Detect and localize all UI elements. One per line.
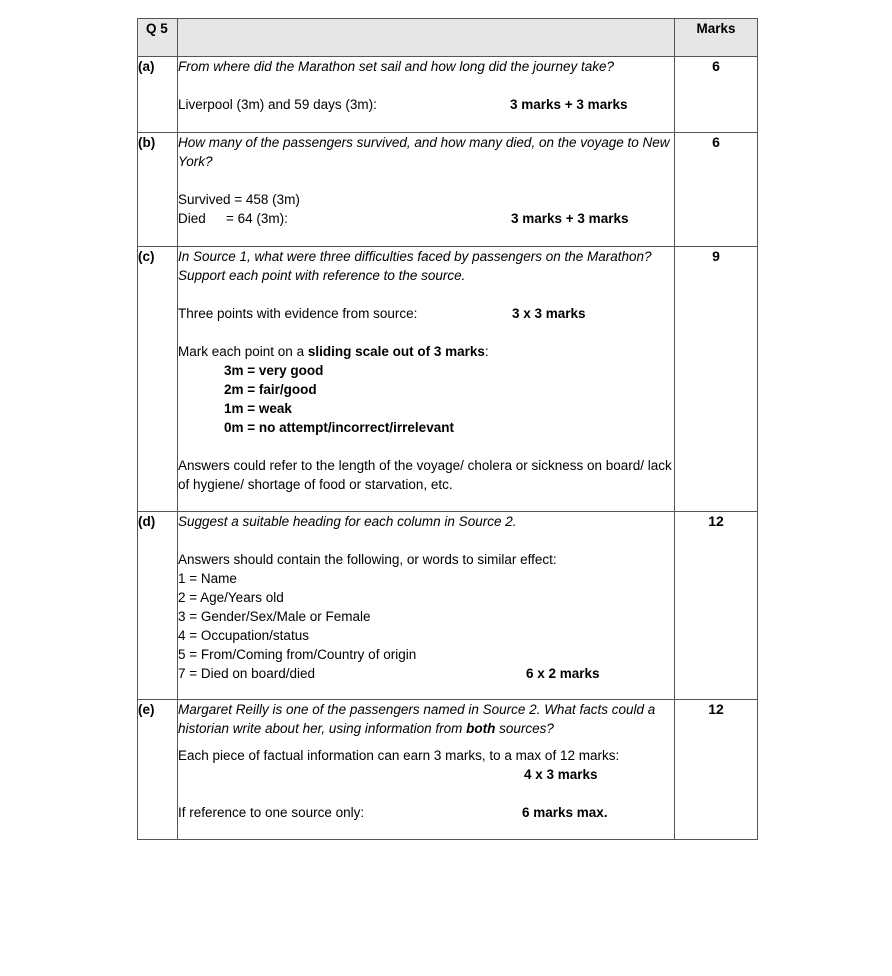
row-label: (b) <box>138 133 178 247</box>
points-text: Three points with evidence from source: <box>178 306 418 321</box>
mark-allocation: 3 x 3 marks <box>512 306 586 321</box>
scale-prefix: Mark each point on a <box>178 344 308 359</box>
heading-item: 4 = Occupation/status <box>178 628 309 643</box>
one-source-allocation: 6 marks max. <box>522 805 608 820</box>
died-value: = 64 (3m): <box>226 211 288 226</box>
scale-intro <box>178 342 674 361</box>
info-text: Each piece of factual information can earn 3 marks, to a max of 12 marks: <box>178 748 620 763</box>
row-body <box>178 512 675 700</box>
blank-header <box>178 19 675 57</box>
question-text <box>178 700 674 738</box>
scale-item: 1m = weak <box>224 401 292 416</box>
header-row <box>138 19 758 57</box>
survived-line: Survived = 458 (3m) <box>178 192 300 207</box>
heading-item: 1 = Name <box>178 571 237 586</box>
marks-value: 12 <box>675 700 758 840</box>
row-label: (d) <box>138 512 178 700</box>
heading-item-last <box>178 664 674 683</box>
marks-header: Marks <box>675 19 758 57</box>
question-bold: both <box>466 721 496 736</box>
scale-item: 3m = very good <box>224 363 324 378</box>
mark-allocation: 4 x 3 marks <box>524 767 598 782</box>
points-line <box>178 304 674 323</box>
marks-value: 6 <box>675 57 758 133</box>
heading-item-text: 7 = Died on board/died <box>178 666 315 681</box>
question-text: In Source 1, what were three difficulties faced by passengers on the Marathon? Support each point with reference to the source. <box>178 249 652 283</box>
allocation-line <box>178 765 674 784</box>
answer-line <box>178 95 674 114</box>
mark-allocation: 6 x 2 marks <box>526 666 600 681</box>
heading-item: 2 = Age/Years old <box>178 590 284 605</box>
row-label: (e) <box>138 700 178 840</box>
marks-value: 6 <box>675 133 758 247</box>
intro-text: Answers should contain the following, or words to similar effect: <box>178 552 557 567</box>
scale-item: 2m = fair/good <box>224 382 317 397</box>
one-source-line <box>178 803 674 822</box>
heading-item: 5 = From/Coming from/Country of origin <box>178 647 417 662</box>
question-text: Suggest a suitable heading for each column in Source 2. <box>178 514 517 529</box>
died-line <box>178 209 674 228</box>
row-e <box>138 700 758 840</box>
row-body <box>178 133 675 247</box>
question-number-header: Q 5 <box>138 19 178 57</box>
row-body <box>178 57 675 133</box>
marks-value: 9 <box>675 247 758 512</box>
row-label: (c) <box>138 247 178 512</box>
row-d <box>138 512 758 700</box>
question-text: How many of the passengers survived, and how many died, on the voyage to New York? <box>178 135 670 169</box>
scale-bold: sliding scale out of 3 marks <box>307 344 485 359</box>
row-a <box>138 57 758 133</box>
question-prefix: Margaret Reilly is one of the passengers named in Source 2. What facts could a historian write about her, using information from <box>178 702 656 736</box>
question-suffix: sources? <box>495 721 554 736</box>
mark-allocation: 3 marks + 3 marks <box>511 211 629 226</box>
row-b <box>138 133 758 247</box>
answers-text: Answers could refer to the length of the voyage/ cholera or sickness on board/ lack of hygiene/ shortage of food or starvation, etc. <box>178 458 672 492</box>
died-label: Died <box>178 211 206 226</box>
mark-scheme-table <box>137 18 758 840</box>
row-body <box>178 700 675 840</box>
one-source-text: If reference to one source only: <box>178 805 365 820</box>
row-c <box>138 247 758 512</box>
heading-item: 3 = Gender/Sex/Male or Female <box>178 609 371 624</box>
mark-allocation: 3 marks + 3 marks <box>510 97 628 112</box>
marks-value: 12 <box>675 512 758 700</box>
scale-suffix: : <box>484 344 489 359</box>
scale-item: 0m = no attempt/incorrect/irrelevant <box>224 420 454 435</box>
question-text: From where did the Marathon set sail and how long did the journey take? <box>178 59 615 74</box>
row-body <box>178 247 675 512</box>
answer-text: Liverpool (3m) and 59 days (3m): <box>178 97 377 112</box>
row-label: (a) <box>138 57 178 133</box>
